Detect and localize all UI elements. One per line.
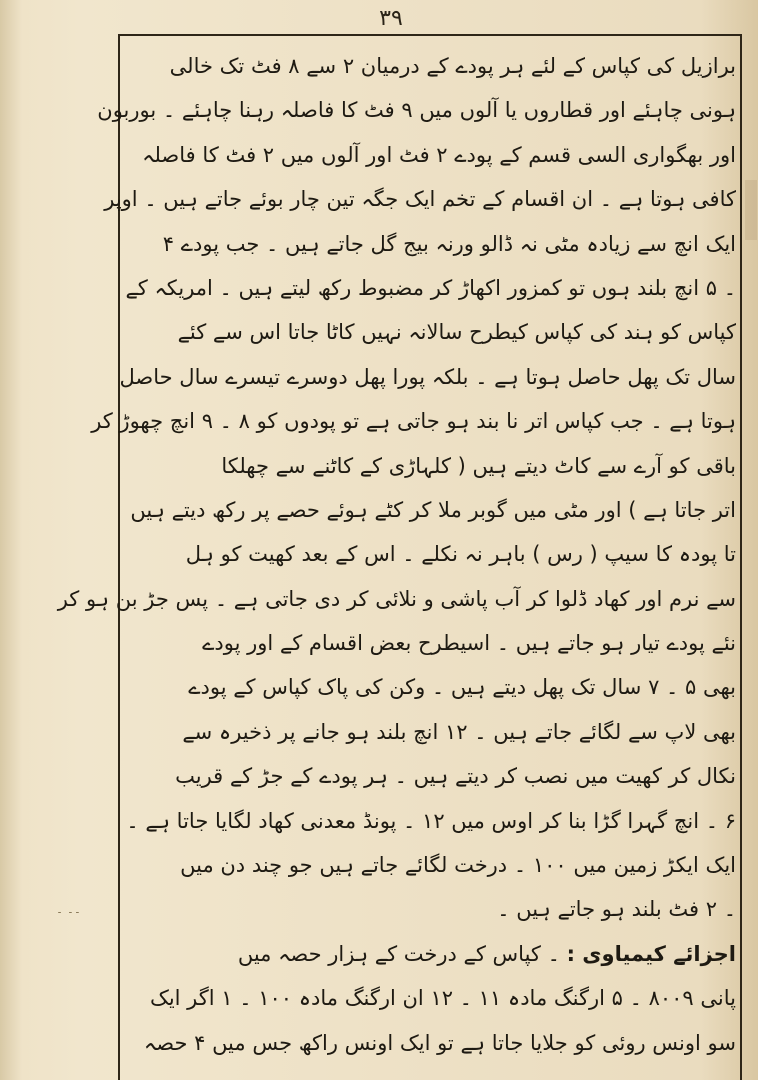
- text-line: نئے پودے تیار ہو جاتے ہیں ۔ اسیطرح بعض اقسام کے اور پودے: [202, 631, 736, 656]
- text-line: بھی لاپ سے لگائے جاتے ہیں ۔ ۱۲ انچ بلند ہو جانے پر ذخیرہ سے: [182, 719, 736, 744]
- page-number: ۳۹: [379, 6, 403, 31]
- section-heading-line: [126, 932, 736, 976]
- body-text: [57, 44, 736, 1065]
- text-line: پانی ۸۰۰۹ ۔ ۵ ارگنگ مادہ ۱۱ ۔ ۱۲ ان ارگنگ مادہ ۱۰۰ ۔ ۱ اگر ایک: [150, 986, 736, 1011]
- section-heading: اجزائے کیمیاوی :: [566, 941, 736, 966]
- text-line: ۔ ۵ انچ بلند ہوں تو کمزور اکھاڑ کر مضبوط رکھ لیتے ہیں ۔ امریکہ کے: [125, 275, 736, 300]
- text-line: اتر جاتا ہے ) اور مٹی میں گوبر ملا کر کٹے ہوئے حصے پر رکھ دیتے ہیں: [130, 497, 736, 522]
- heading-line-text: ۔ کپاس کے درخت کے ہزار حصہ میں: [237, 941, 567, 966]
- text-line: سو اونس روئی کو جلایا جاتا ہے تو ایک اونس راکھ جس میں ۴ حصہ: [143, 1030, 736, 1055]
- margin-note: ۔۔ ۔: [56, 902, 81, 916]
- text-line: برازیل کی کپاس کے لئے ہر پودے کے درمیان ۲ سے ۸ فٹ تک خالی: [169, 54, 736, 78]
- page-edge-stain: [745, 180, 757, 240]
- text-line: ایک ایکڑ زمین میں ۱۰۰ ۔ درخت لگائے جاتے ہیں جو چند دن میں: [180, 853, 736, 878]
- text-line: ایک انچ سے زیادہ مٹی نہ ڈالو ورنہ بیج گل جاتے ہیں ۔ جب پودے ۴: [162, 231, 736, 256]
- text-line: ہوتا ہے ۔ جب کپاس اتر نا بند ہو جاتی ہے تو پودوں کو ۸ ۔ ۹ انچ چھوڑ کر: [91, 409, 736, 434]
- text-line: ۶ ۔ انچ گہرا گڑا بنا کر اوس میں ۱۲ ۔ پونڈ معدنی کھاد لگایا جاتا ہے ۔: [126, 808, 736, 833]
- text-line: نکال کر کھیت میں نصب کر دیتے ہیں ۔ ہر پودے کے جڑ کے قریب: [175, 764, 736, 789]
- text-line: بھی ۵ ۔ ۷ سال تک پھل دیتے ہیں ۔ وکن کی پاک کپاس کے پودے: [188, 675, 736, 700]
- text-line: تا پودہ کا سیپ ( رس ) باہر نہ نکلے ۔ اس کے بعد کھیت کو ہل: [185, 542, 736, 567]
- text-line: سال تک پھل حاصل ہوتا ہے ۔ بلکہ پورا پھل دوسرے تیسرے سال حاصل: [119, 364, 736, 389]
- text-line: باقی کو آرے سے کاٹ دیتے ہیں ( کلہاڑی کے کاٹنے سے چھلکا: [221, 453, 736, 478]
- text-line: ہونی چاہئے اور قطاروں یا آلوں میں ۹ فٹ کا فاصلہ رہنا چاہئے ۔ بوربون: [97, 98, 736, 123]
- text-line: سے نرم اور کھاد ڈلوا کر آب پاشی و نلائی کر دی جاتی ہے ۔ پس جڑ بن ہو کر: [57, 586, 736, 611]
- text-line: ۔ ۲ فٹ بلند ہو جاتے ہیں ۔: [497, 897, 736, 922]
- text-line: کافی ہوتا ہے ۔ ان اقسام کے تخم ایک جگہ تین چار بوئے جاتے ہیں ۔ اوپر: [104, 187, 736, 212]
- text-line: کپاس کو ہند کی کپاس کیطرح سالانہ نہیں کاٹا جاتا اس سے کئے: [177, 320, 736, 345]
- text-line: اور بھگواری السی قسم کے پودے ۲ فٹ اور آلوں میں ۲ فٹ کا فاصلہ: [142, 142, 736, 167]
